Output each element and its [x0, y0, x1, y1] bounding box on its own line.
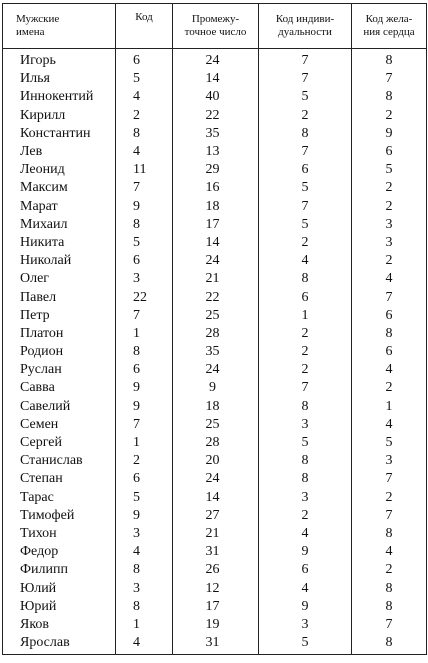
table-row	[3, 343, 427, 361]
names-code-table	[2, 3, 427, 655]
cell-individuality: 2	[259, 234, 352, 252]
cell-name: Никита	[3, 234, 116, 252]
cell-name: Савелий	[3, 398, 116, 416]
cell-code: 2	[116, 452, 173, 470]
cell-heart: 7	[352, 288, 427, 306]
cell-intermediate: 31	[173, 543, 259, 561]
cell-individuality: 7	[259, 70, 352, 88]
cell-intermediate: 25	[173, 307, 259, 325]
table-header	[3, 4, 427, 49]
cell-intermediate: 9	[173, 379, 259, 397]
cell-heart: 8	[352, 525, 427, 543]
cell-heart: 8	[352, 49, 427, 71]
cell-name: Руслан	[3, 361, 116, 379]
cell-intermediate: 24	[173, 470, 259, 488]
cell-intermediate: 17	[173, 598, 259, 616]
table-row	[3, 379, 427, 397]
cell-heart: 4	[352, 270, 427, 288]
cell-name: Филипп	[3, 561, 116, 579]
cell-intermediate: 24	[173, 49, 259, 71]
table-row	[3, 579, 427, 597]
cell-heart: 7	[352, 507, 427, 525]
cell-intermediate: 35	[173, 343, 259, 361]
table-row	[3, 288, 427, 306]
cell-code: 4	[116, 543, 173, 561]
cell-individuality: 2	[259, 107, 352, 125]
cell-code: 4	[116, 88, 173, 106]
table-row	[3, 125, 427, 143]
cell-individuality: 8	[259, 452, 352, 470]
cell-intermediate: 14	[173, 234, 259, 252]
cell-individuality: 2	[259, 507, 352, 525]
cell-individuality: 2	[259, 361, 352, 379]
cell-intermediate: 24	[173, 252, 259, 270]
cell-intermediate: 24	[173, 361, 259, 379]
cell-code: 7	[116, 179, 173, 197]
cell-name: Игорь	[3, 49, 116, 71]
cell-name: Петр	[3, 307, 116, 325]
cell-heart: 8	[352, 88, 427, 106]
cell-name: Ярослав	[3, 634, 116, 655]
cell-individuality: 4	[259, 525, 352, 543]
cell-heart: 3	[352, 234, 427, 252]
table-row	[3, 307, 427, 325]
cell-name: Павел	[3, 288, 116, 306]
cell-intermediate: 31	[173, 634, 259, 655]
cell-name: Олег	[3, 270, 116, 288]
cell-code: 11	[116, 161, 173, 179]
cell-individuality: 5	[259, 179, 352, 197]
cell-code: 22	[116, 288, 173, 306]
cell-individuality: 8	[259, 398, 352, 416]
cell-code: 9	[116, 379, 173, 397]
cell-name: Кирилл	[3, 107, 116, 125]
cell-heart: 4	[352, 416, 427, 434]
header-intermediate-line-2: точное число	[184, 26, 247, 38]
cell-intermediate: 26	[173, 561, 259, 579]
cell-code: 3	[116, 270, 173, 288]
cell-intermediate: 16	[173, 179, 259, 197]
cell-code: 3	[116, 525, 173, 543]
table-row	[3, 598, 427, 616]
header-heart-line-1: Код жела-	[365, 13, 413, 25]
cell-heart: 2	[352, 179, 427, 197]
cell-intermediate: 18	[173, 398, 259, 416]
cell-name: Иннокентий	[3, 88, 116, 106]
cell-heart: 2	[352, 489, 427, 507]
table-row	[3, 143, 427, 161]
cell-individuality: 8	[259, 270, 352, 288]
cell-name: Степан	[3, 470, 116, 488]
cell-heart: 7	[352, 470, 427, 488]
cell-name: Марат	[3, 198, 116, 216]
cell-code: 7	[116, 416, 173, 434]
cell-intermediate: 20	[173, 452, 259, 470]
header-intermediate	[173, 4, 259, 49]
cell-code: 6	[116, 361, 173, 379]
cell-heart: 2	[352, 379, 427, 397]
cell-individuality: 7	[259, 49, 352, 71]
cell-individuality: 5	[259, 88, 352, 106]
table-row	[3, 452, 427, 470]
table-row	[3, 470, 427, 488]
table-row	[3, 70, 427, 88]
header-individuality	[259, 4, 352, 49]
cell-intermediate: 28	[173, 434, 259, 452]
cell-name: Леонид	[3, 161, 116, 179]
header-individuality-line-2: дуальности	[278, 26, 332, 38]
cell-name: Илья	[3, 70, 116, 88]
cell-intermediate: 35	[173, 125, 259, 143]
header-intermediate-line-1: Промежу-	[191, 13, 240, 25]
cell-code: 9	[116, 507, 173, 525]
table-row	[3, 507, 427, 525]
cell-individuality: 8	[259, 125, 352, 143]
cell-name: Тимофей	[3, 507, 116, 525]
cell-code: 5	[116, 489, 173, 507]
cell-individuality: 4	[259, 579, 352, 597]
cell-code: 4	[116, 634, 173, 655]
cell-intermediate: 21	[173, 525, 259, 543]
table-row	[3, 198, 427, 216]
table-row	[3, 543, 427, 561]
cell-name: Николай	[3, 252, 116, 270]
cell-name: Федор	[3, 543, 116, 561]
cell-intermediate: 27	[173, 507, 259, 525]
table-row	[3, 216, 427, 234]
cell-intermediate: 28	[173, 325, 259, 343]
cell-individuality: 6	[259, 288, 352, 306]
cell-intermediate: 14	[173, 489, 259, 507]
table-row	[3, 252, 427, 270]
table-row	[3, 361, 427, 379]
cell-heart: 6	[352, 143, 427, 161]
cell-code: 1	[116, 434, 173, 452]
cell-heart: 2	[352, 107, 427, 125]
cell-intermediate: 13	[173, 143, 259, 161]
cell-heart: 5	[352, 434, 427, 452]
cell-individuality: 2	[259, 343, 352, 361]
cell-code: 7	[116, 307, 173, 325]
cell-name: Тарас	[3, 489, 116, 507]
cell-name: Тихон	[3, 525, 116, 543]
header-name	[3, 4, 116, 49]
cell-heart: 2	[352, 252, 427, 270]
table-row	[3, 49, 427, 71]
cell-heart: 8	[352, 634, 427, 655]
cell-code: 8	[116, 216, 173, 234]
cell-individuality: 4	[259, 252, 352, 270]
header-heart-line-2: ния сердца	[363, 26, 415, 38]
table-row	[3, 88, 427, 106]
cell-heart: 8	[352, 598, 427, 616]
cell-intermediate: 21	[173, 270, 259, 288]
cell-heart: 3	[352, 216, 427, 234]
cell-code: 8	[116, 343, 173, 361]
cell-intermediate: 22	[173, 288, 259, 306]
cell-heart: 2	[352, 561, 427, 579]
cell-name: Максим	[3, 179, 116, 197]
cell-name: Лев	[3, 143, 116, 161]
cell-code: 2	[116, 107, 173, 125]
cell-code: 8	[116, 125, 173, 143]
cell-individuality: 6	[259, 161, 352, 179]
cell-individuality: 7	[259, 143, 352, 161]
cell-name: Михаил	[3, 216, 116, 234]
cell-name: Семен	[3, 416, 116, 434]
cell-individuality: 3	[259, 616, 352, 634]
cell-heart: 4	[352, 361, 427, 379]
cell-intermediate: 14	[173, 70, 259, 88]
cell-code: 9	[116, 398, 173, 416]
cell-code: 8	[116, 561, 173, 579]
cell-name: Сергей	[3, 434, 116, 452]
cell-code: 6	[116, 49, 173, 71]
cell-name: Юрий	[3, 598, 116, 616]
cell-code: 8	[116, 598, 173, 616]
cell-intermediate: 12	[173, 579, 259, 597]
cell-code: 1	[116, 325, 173, 343]
cell-name: Константин	[3, 125, 116, 143]
cell-name: Юлий	[3, 579, 116, 597]
header-row	[3, 4, 427, 49]
cell-intermediate: 40	[173, 88, 259, 106]
table-row	[3, 634, 427, 655]
cell-heart: 7	[352, 616, 427, 634]
cell-heart: 4	[352, 543, 427, 561]
cell-individuality: 3	[259, 489, 352, 507]
cell-individuality: 7	[259, 379, 352, 397]
table-row	[3, 325, 427, 343]
cell-individuality: 8	[259, 470, 352, 488]
table-row	[3, 489, 427, 507]
cell-individuality: 5	[259, 216, 352, 234]
cell-code: 6	[116, 252, 173, 270]
cell-name: Платон	[3, 325, 116, 343]
header-name-line-2: имена	[16, 26, 45, 38]
cell-code: 4	[116, 143, 173, 161]
header-code	[116, 4, 173, 49]
header-individuality-line-1: Код индиви-	[275, 13, 335, 25]
header-name-line-1: Мужские	[16, 13, 60, 25]
cell-individuality: 5	[259, 434, 352, 452]
cell-code: 5	[116, 234, 173, 252]
cell-code: 3	[116, 579, 173, 597]
cell-code: 5	[116, 70, 173, 88]
table-body	[3, 49, 427, 655]
cell-individuality: 9	[259, 598, 352, 616]
table-row	[3, 270, 427, 288]
cell-code: 1	[116, 616, 173, 634]
table-row	[3, 616, 427, 634]
cell-intermediate: 19	[173, 616, 259, 634]
table-row	[3, 161, 427, 179]
header-code-line-1: Код	[135, 11, 153, 23]
table-row	[3, 525, 427, 543]
cell-code: 6	[116, 470, 173, 488]
cell-individuality: 3	[259, 416, 352, 434]
cell-name: Яков	[3, 616, 116, 634]
cell-name: Савва	[3, 379, 116, 397]
cell-individuality: 1	[259, 307, 352, 325]
cell-heart: 6	[352, 307, 427, 325]
table-row	[3, 561, 427, 579]
cell-heart: 2	[352, 198, 427, 216]
cell-intermediate: 29	[173, 161, 259, 179]
cell-individuality: 6	[259, 561, 352, 579]
table-row	[3, 107, 427, 125]
table-row	[3, 434, 427, 452]
cell-intermediate: 18	[173, 198, 259, 216]
cell-heart: 7	[352, 70, 427, 88]
cell-heart: 3	[352, 452, 427, 470]
cell-name: Станислав	[3, 452, 116, 470]
cell-heart: 8	[352, 325, 427, 343]
cell-intermediate: 25	[173, 416, 259, 434]
cell-intermediate: 22	[173, 107, 259, 125]
table-row	[3, 416, 427, 434]
cell-intermediate: 17	[173, 216, 259, 234]
cell-heart: 5	[352, 161, 427, 179]
cell-heart: 9	[352, 125, 427, 143]
cell-code: 9	[116, 198, 173, 216]
cell-heart: 1	[352, 398, 427, 416]
table-row	[3, 398, 427, 416]
cell-heart: 8	[352, 579, 427, 597]
cell-individuality: 9	[259, 543, 352, 561]
table-row	[3, 179, 427, 197]
cell-heart: 6	[352, 343, 427, 361]
header-heart	[352, 4, 427, 49]
cell-name: Родион	[3, 343, 116, 361]
table-row	[3, 234, 427, 252]
cell-individuality: 2	[259, 325, 352, 343]
cell-individuality: 5	[259, 634, 352, 655]
cell-individuality: 7	[259, 198, 352, 216]
